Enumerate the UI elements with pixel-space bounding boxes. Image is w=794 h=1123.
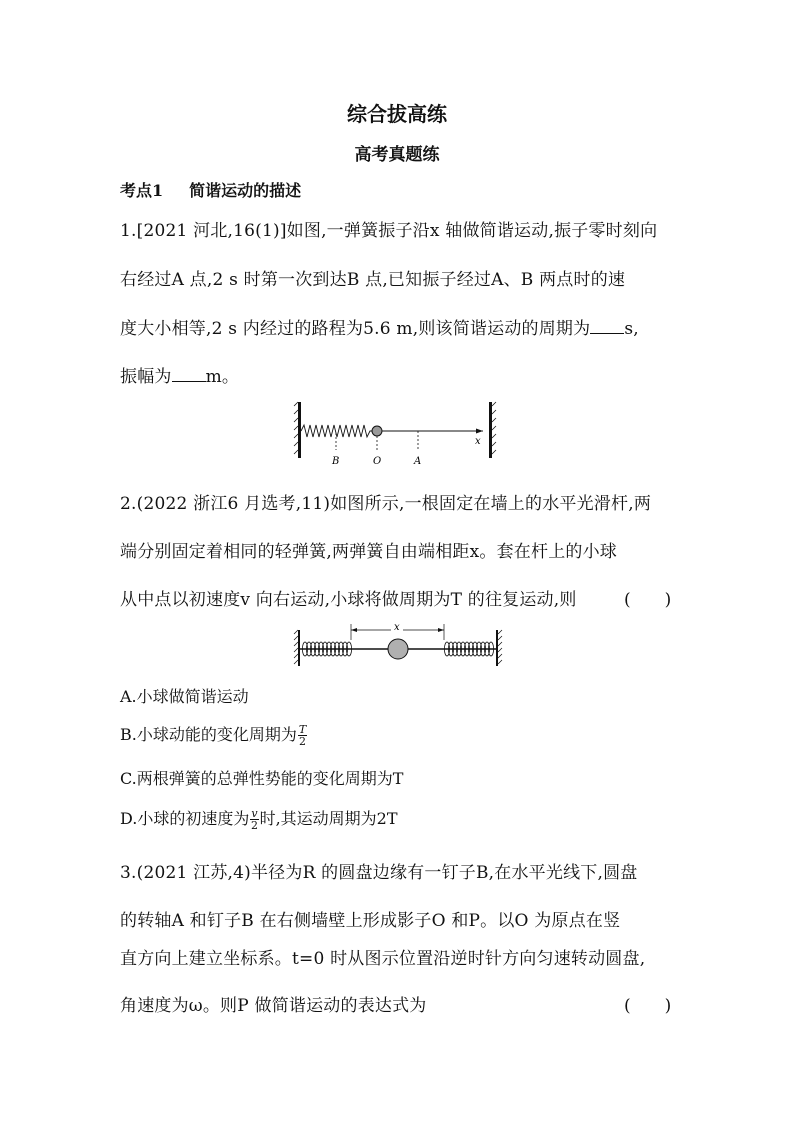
answer-blank-amplitude[interactable] xyxy=(172,367,206,382)
q2-option-a[interactable]: A.小球做简谐运动 xyxy=(120,687,249,706)
page-title: 综合拔高练 xyxy=(347,102,447,126)
q2-rod-spring-figure xyxy=(292,618,504,668)
oscillator-ball xyxy=(372,426,382,436)
answer-blank-period[interactable] xyxy=(590,319,624,334)
left-wall xyxy=(298,402,301,458)
label-x-distance: x xyxy=(394,622,400,633)
q3-answer-paren[interactable]: ( ) xyxy=(624,996,672,1016)
fraction-denominator: 2 xyxy=(250,819,258,832)
label-A: A xyxy=(414,456,422,467)
q2-option-b-text: B.小球动能的变化周期为 xyxy=(120,725,297,744)
section-label: 考点1 xyxy=(120,181,164,200)
fraction-numerator: T xyxy=(298,723,307,736)
axis-arrow-icon xyxy=(476,429,483,434)
fraction-denominator: 2 xyxy=(299,735,307,748)
q2-option-b[interactable] xyxy=(120,722,308,747)
right-wall xyxy=(489,402,492,458)
q3-line-4: 角速度为ω。则P 做简谐运动的表达式为 xyxy=(120,996,427,1016)
q2-option-d-text-end: 时,其运动周期为2T xyxy=(259,809,398,828)
q2-option-c[interactable]: C.两根弹簧的总弹性势能的变化周期为T xyxy=(120,769,404,788)
label-B: B xyxy=(332,456,340,467)
page-subtitle: 高考真题练 xyxy=(354,145,440,165)
label-x: x xyxy=(475,436,481,447)
q3-line-2: 的转轴A 和钉子B 在右侧墙壁上形成影子O 和P。以O 为原点在竖 xyxy=(120,911,621,931)
q1-line-2: 右经过A 点,2 s 时第一次到达B 点,已知振子经过A、B 两点时的速 xyxy=(120,270,626,290)
q2-line-3: 从中点以初速度v 向右运动,小球将做周期为T 的往复运动,则 xyxy=(120,590,577,610)
rod-ball xyxy=(388,639,408,659)
q1-line-3-unit: s, xyxy=(624,319,639,339)
q1-line-3 xyxy=(120,314,639,339)
q2-line-1: 2.(2022 浙江6 月选考,11)如图所示,一根固定在墙上的水平光滑杆,两 xyxy=(120,494,652,514)
q3-line-3: 直方向上建立坐标系。t=0 时从图示位置沿逆时针方向匀速转动圆盘, xyxy=(120,949,646,969)
fraction-t-over-2 xyxy=(298,724,307,747)
q1-line-1: 1.[2021 河北,16(1)]如图,一弹簧振子沿x 轴做简谐运动,振子零时刻向 xyxy=(120,221,658,241)
q1-line-4 xyxy=(120,362,239,387)
q2-option-d[interactable] xyxy=(120,806,398,831)
q1-line-4-unit: m。 xyxy=(205,367,240,387)
q1-line-4-text: 振幅为 xyxy=(120,367,172,387)
q2-option-d-text: D.小球的初速度为 xyxy=(120,809,250,828)
q1-spring-oscillator-figure xyxy=(290,398,510,470)
q1-line-3-text: 度大小相等,2 s 内经过的路程为5.6 m,则该简谐运动的周期为 xyxy=(120,319,591,339)
fraction-v-over-2 xyxy=(250,808,258,831)
q2-answer-paren[interactable]: ( ) xyxy=(624,590,672,610)
spring xyxy=(301,425,373,437)
section-topic: 简谐运动的描述 xyxy=(189,181,302,200)
q2-line-2: 端分别固定着相同的轻弹簧,两弹簧自由端相距x。套在杆上的小球 xyxy=(120,542,617,562)
fraction-numerator: v xyxy=(251,807,258,820)
section-heading xyxy=(120,178,301,201)
label-O: O xyxy=(373,456,382,467)
q3-line-1: 3.(2021 江苏,4)半径为R 的圆盘边缘有一钉子B,在水平光线下,圆盘 xyxy=(120,863,638,883)
